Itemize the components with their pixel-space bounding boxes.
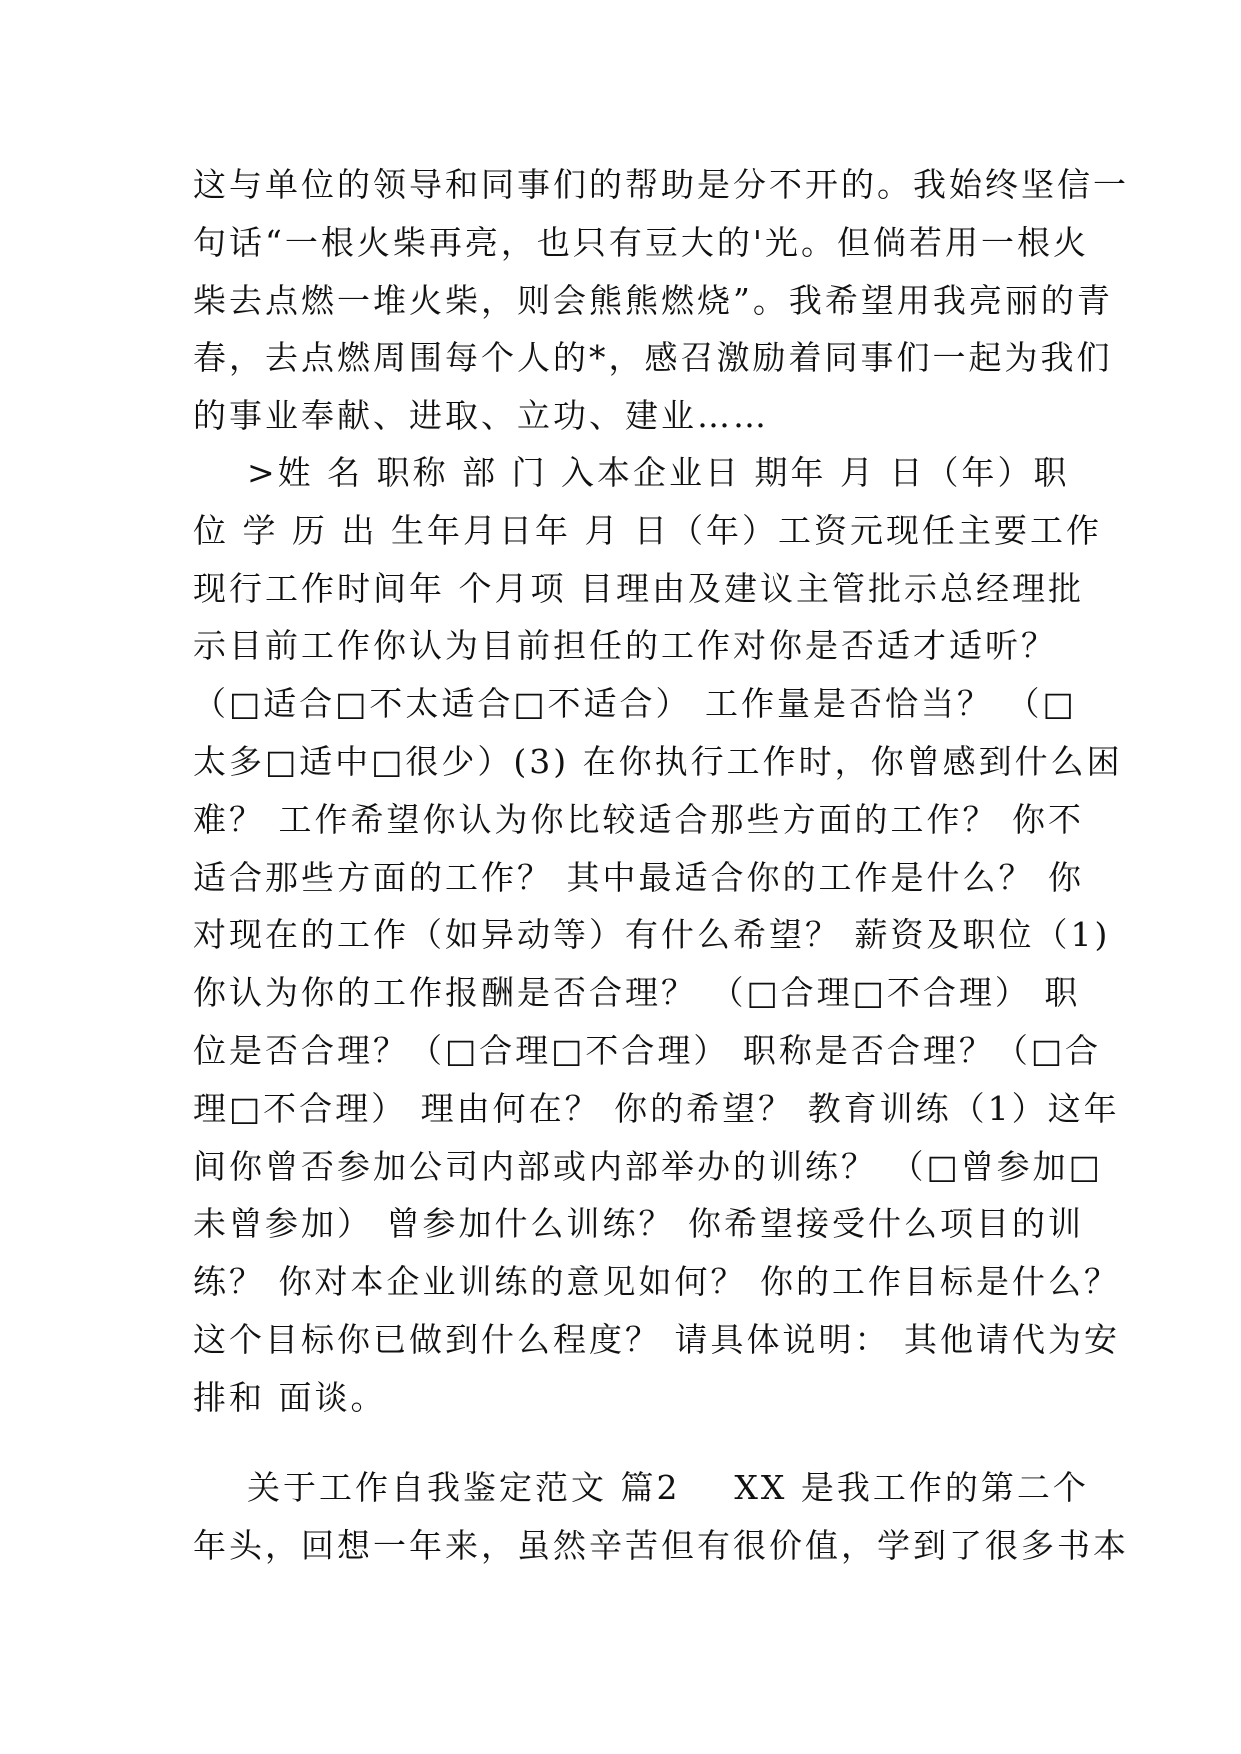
text-line: 的事业奉献、进取、立功、建业…… [193, 396, 769, 436]
text-line: 句话“一根火柴再亮，也只有豆大的'光。但倘若用一根火 [193, 222, 1089, 262]
text-line: 现行工作时间年 个月项 目理由及建议主管批示总经理批 [193, 568, 1084, 608]
text-line: 间你曾否参加公司内部或内部举办的训练？ （□曾参加□ [193, 1146, 1103, 1186]
text-line: 太多□适中□很少）(3) 在你执行工作时，你曾感到什么困 [193, 741, 1123, 781]
text-line: 理□不合理） 理由何在？ 你的希望？ 教育训练（1）这年 [193, 1088, 1120, 1128]
text-line: 练？ 你对本企业训练的意见如何？ 你的工作目标是什么？ [193, 1262, 1120, 1302]
text-line: 示目前工作你认为目前担任的工作对你是否适才适听？ [193, 626, 1057, 666]
text-line: 这与单位的领导和同事们的帮助是分不开的。我始终坚信一 [193, 165, 1129, 204]
text-line: 排和 面谈。 [193, 1377, 387, 1417]
text-line: >姓 名 职称 部 门 入本企业日 期年 月 日（年）职 [193, 453, 1070, 492]
paragraph-gratitude [193, 156, 1129, 445]
text-line: 春，去点燃周围每个人的*，感召激励着同事们一起为我们 [193, 338, 1113, 378]
text-line: 这个目标你已做到什么程度？ 请具体说明： 其他请代为安 [193, 1319, 1120, 1359]
text-line: 位是否合理？（□合理□不合理） 职称是否合理？（□合 [193, 1030, 1102, 1070]
paragraph-article-2 [193, 1459, 1129, 1575]
text-line: 你认为你的工作报酬是否合理？ （□合理□不合理） 职 [193, 973, 1081, 1013]
text-line: 难？ 工作希望你认为你比较适合那些方面的工作？ 你不 [193, 799, 1084, 839]
text-line: 适合那些方面的工作？ 其中最适合你的工作是什么？ 你 [193, 857, 1084, 897]
paragraph-interview-form [193, 444, 1123, 1427]
text-line: 关于工作自我鉴定范文 篇2 XX 是我工作的第二个 [193, 1468, 1089, 1507]
text-line: （□适合□不太适合□不适合） 工作量是否恰当？ （□ [193, 684, 1077, 724]
text-line: 位 学 历 出 生年月日年 月 日（年）工资元现任主要工作 [193, 510, 1102, 550]
text-line: 对现在的工作（如异动等）有什么希望？ 薪资及职位（1) [193, 915, 1111, 955]
text-line: 年头，回想一年来，虽然辛苦但有很价值，学到了很多书本 [193, 1525, 1129, 1565]
text-line: 未曾参加） 曾参加什么训练？ 你希望接受什么项目的训 [193, 1204, 1084, 1244]
text-line: 柴去点燃一堆火柴，则会熊熊燃烧”。我希望用我亮丽的青 [193, 280, 1113, 320]
